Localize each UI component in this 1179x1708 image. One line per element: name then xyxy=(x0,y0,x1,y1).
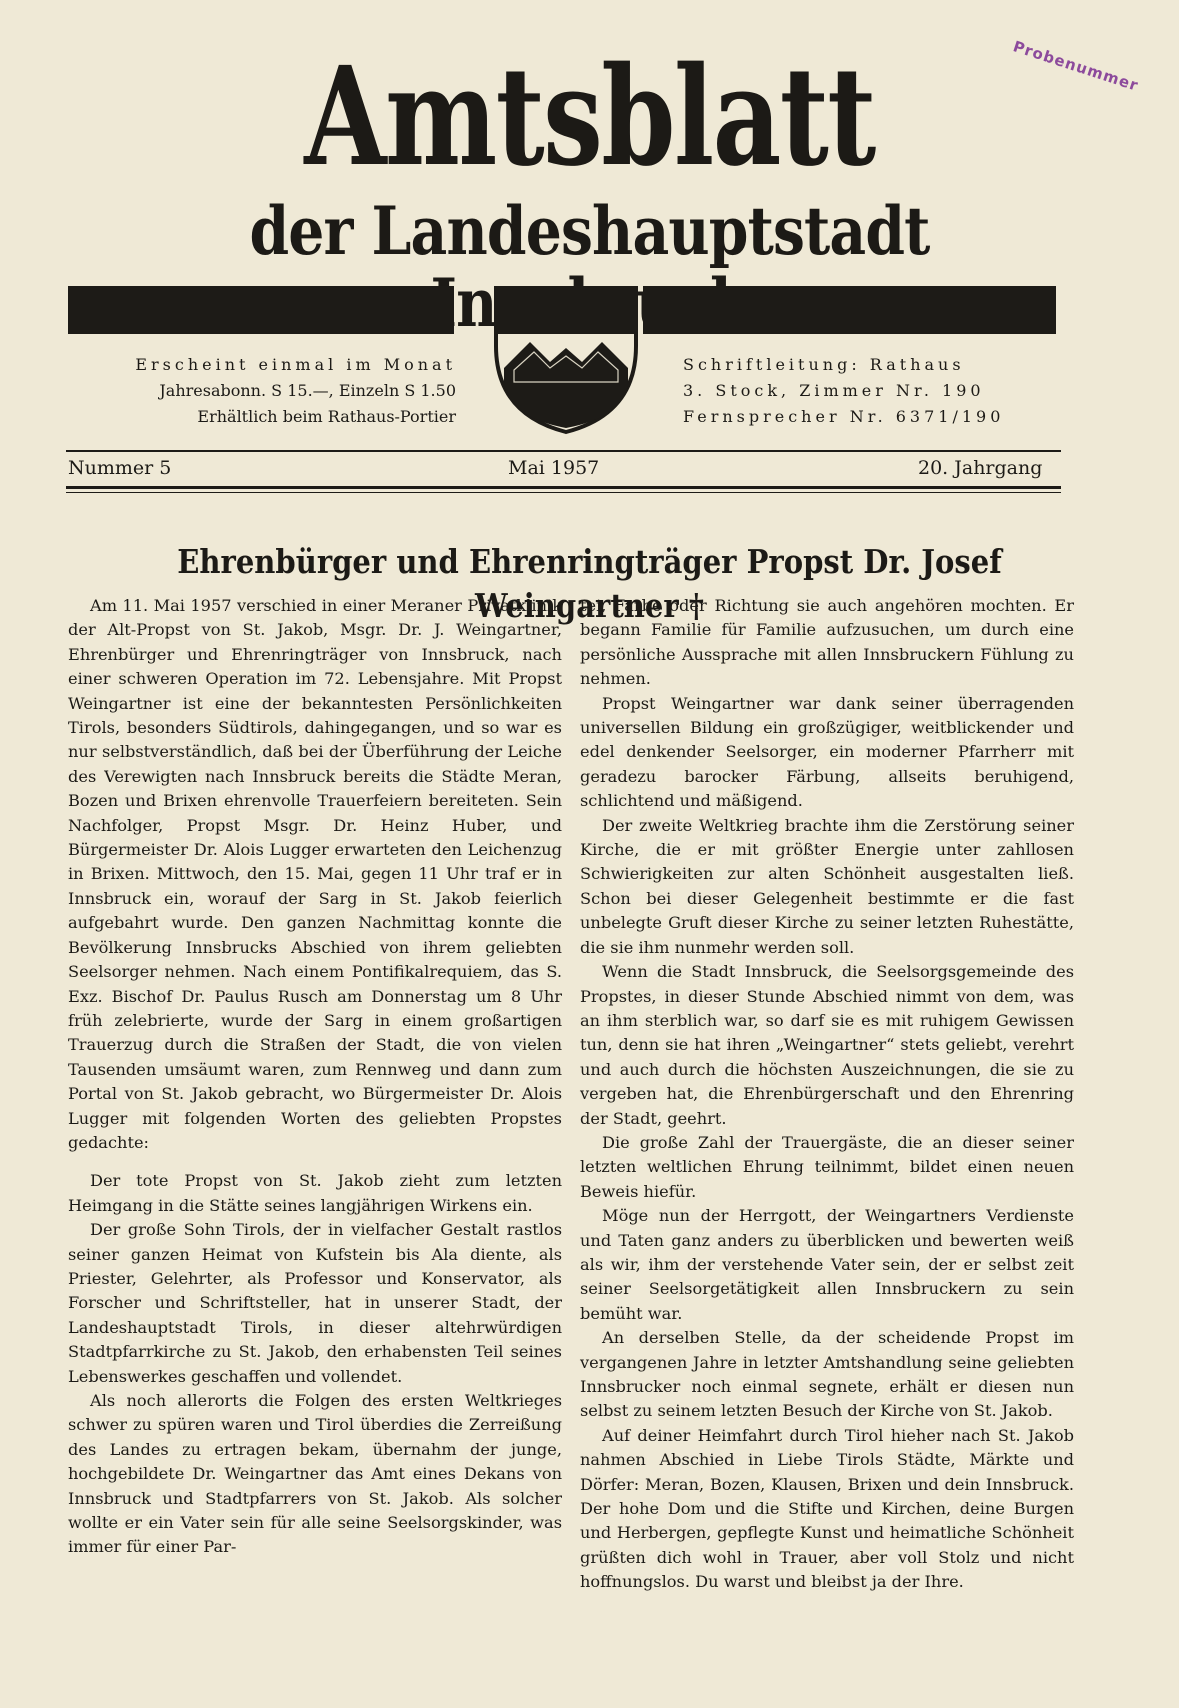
editorial-info xyxy=(683,352,1059,430)
masthead-subtitle: der Landeshauptstadt xyxy=(249,192,930,270)
innsbruck-coat-of-arms-icon xyxy=(490,286,642,436)
price-line: Jahresabonn. S 15.—, Einzeln S 1.50 xyxy=(159,381,456,400)
article-column-left xyxy=(68,594,562,1560)
article-headline: Ehrenbürger und Ehrenringträger Propst Dr. Josef Weingartner † xyxy=(177,542,1002,625)
article-column-right xyxy=(580,594,1074,1595)
paragraph: tei, Farbe oder Richtung sie auch angehören mochten. Er begann Familie für Familie aufzusuchen, um durch eine persönliche Aussprache mit allen Innsbruckern Fühlung zu nehmen. xyxy=(580,596,1074,689)
availability-line: Erhältlich beim Rathaus-Portier xyxy=(197,407,456,426)
issue-rule-bottom-thin xyxy=(66,492,1061,493)
sample-stamp: Probenummer xyxy=(1010,37,1141,95)
paragraph: An derselben Stelle, da der scheidende Propst im vergangenen Jahre in letzter Amtshandlung seine geliebten Innsbrucker noch einmal segnete, erhält er diesen nun selbst zu seinem letzten Besuch der Kirche von St. Jakob. xyxy=(580,1328,1074,1421)
frequency-line: Erscheint einmal im Monat xyxy=(135,355,456,374)
paragraph: Der tote Propst von St. Jakob zieht zum letzten Heimgang in die Stätte seines langjährigen Wirkens ein. xyxy=(68,1171,562,1215)
issue-rule-top xyxy=(66,450,1061,452)
phone-line: Fernsprecher Nr. 6371/190 xyxy=(683,407,1005,426)
editorial-office-line: Schriftleitung: Rathaus xyxy=(683,355,965,374)
paragraph: Die große Zahl der Trauergäste, die an dieser seiner letzten weltlichen Ehrung teilnimmt, bildet einen neuen Beweis hiefür. xyxy=(580,1132,1074,1201)
room-line: 3. Stock, Zimmer Nr. 190 xyxy=(683,381,985,400)
paragraph: Propst Weingartner war dank seiner überragenden universellen Bildung ein großzügiger, weitblickender und edel denkender Seelsorger, ein moderner Pfarrherr mit geradezu barocker Färbung, allseits beruhigend, schlichtend und mäßigend. xyxy=(580,693,1074,811)
paragraph: Am 11. Mai 1957 verschied in einer Meraner Privatklinik der Alt-Propst von St. Jakob, Msgr. Dr. J. Weingartner, Ehrenbürger und Ehrenringträger von Innsbruck, nach einer schweren Operation im 72. Lebensjahre. Mit Propst Weingartner ist eine der bekanntesten Persönlichkeiten Tirols, besonders Südtirols, dahingegangen, und so war es nur selbstverständlich, daß bei der Überführung der Leiche des Verewigten nach Innsbruck bereits die Städte Meran, Bozen und Brixen ehrenvolle Trauerfeiern bereiteten. Sein Nachfolger, Propst Msgr. Dr. Heinz Huber, und Bürgermeister Dr. Alois Lugger erwarteten den Leichenzug in Brixen. Mittwoch, den 15. Mai, gegen 11 Uhr traf er in Innsbruck ein, worauf der Sarg in St. Jakob feierlich aufgebahrt wurde. Den ganzen Nachmittag konnte die Bevölkerung Innsbrucks Abschied von ihrem geliebten Seelsorger nehmen. Nach einem Pontifikalrequiem, das S. Exz. Bischof Dr. Paulus Rusch am Donnerstag um 8 Uhr früh zelebrierte, wurde der Sarg in einem großartigen Trauerzug durch die Straßen der Stadt, die von vielen Tausenden umsäumt waren, zum Rennweg und dann zum Portal von St. Jakob gebracht, wo Bürgermeister Dr. Alois Lugger mit folgenden Worten des geliebten Propstes gedachte: xyxy=(68,596,562,1152)
issue-volume: 20. Jahrgang xyxy=(918,457,1043,479)
issue-rule-bottom xyxy=(66,486,1061,489)
masthead-title: Amtsblatt xyxy=(304,37,875,197)
publication-info xyxy=(70,352,456,430)
issue-number: Nummer 5 xyxy=(68,457,172,479)
paragraph: Auf deiner Heimfahrt durch Tirol hieher nach St. Jakob nahmen Abschied in Liebe Tirols Städte, Märkte und Dörfer: Meran, Bozen, Klausen, Brixen und dein Innsbruck. Der hohe Dom und die Stifte und Kirchen, deine Burgen und Herbergen, gepflegte Kunst und heimatliche Schönheit grüßten dich wohl in Trauer, aber voll Stolz und nicht hoffnungslos. Du warst und bleibst ja der Ihre. xyxy=(580,1425,1074,1592)
masthead-bar-left xyxy=(68,286,454,334)
paragraph: Der zweite Weltkrieg brachte ihm die Zerstörung seiner Kirche, die er mit größter Energie unter zahllosen Schwierigkeiten zur alten Schönheit ausgestalten ließ. Schon bei dieser Gelegenheit bestimmte er die fast unbelegte Gruft dieser Kirche zu seiner letzten Ruhestätte, die sie ihm nunmehr werden soll. xyxy=(580,815,1074,957)
paragraph: Der große Sohn Tirols, der in vielfacher Gestalt rastlos seiner ganzen Heimat von Kufstein bis Ala diente, als Priester, Gelehrter, als Professor und Konservator, als Forscher und Schriftsteller, hat in unserer Stadt, der Landeshauptstadt Tirols, in dieser altehrwürdigen Stadtpfarrkirche zu St. Jakob, den erhabensten Teil seines Lebenswerkes geschaffen und vollendet. xyxy=(68,1220,562,1386)
paragraph: Möge nun der Herrgott, der Weingartners Verdienste und Taten ganz anders zu überblicken und bewerten weiß als wir, ihm der verstehende Vater sein, der er selbst zeit seiner Seelsorgetätigkeit allen Innsbruckern zu sein bemüht war. xyxy=(580,1206,1074,1323)
masthead-bar-right xyxy=(643,286,1056,334)
paragraph: Wenn die Stadt Innsbruck, die Seelsorgsgemeinde des Propstes, in dieser Stunde Abschied nimmt von dem, was an ihm sterblich war, so darf sie es mit ruhigem Gewissen tun, denn sie hat ihren „Weingartner“ stets geliebt, verehrt und auch durch die höchsten Auszeichnungen, die sie zu vergeben hat, die Ehrenbürgerschaft und den Ehrenring der Stadt, geehrt. xyxy=(580,962,1074,1128)
paragraph: Als noch allerorts die Folgen des ersten Weltkrieges schwer zu spüren waren und Tirol überdies die Zerreißung des Landes zu ertragen bekam, übernahm der junge, hochgebildete Dr. Weingartner das Amt eines Dekans von Innsbruck und Stadtpfarrers von St. Jakob. Als solcher wollte er ein Vater sein für alle seine Seelsorgskinder, was immer für einer Par- xyxy=(68,1391,562,1557)
issue-date: Mai 1957 xyxy=(508,457,600,479)
